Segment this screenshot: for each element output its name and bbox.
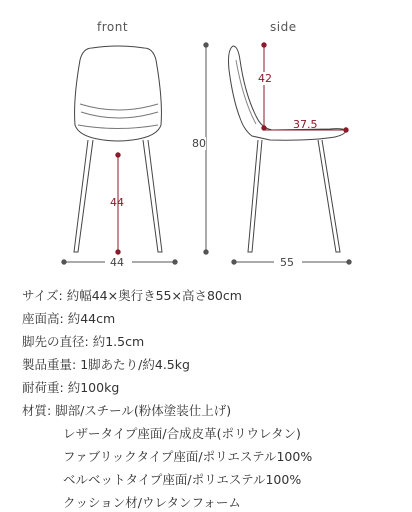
side-chair-drawing — [229, 46, 346, 252]
side-view-label: side — [270, 20, 297, 34]
spec-value: 約100kg — [67, 380, 120, 395]
seat-depth-label: 37.5 — [293, 118, 318, 131]
spec-label: 耐荷重 — [22, 380, 60, 395]
back-height-dim — [262, 43, 266, 130]
material-velvet: ベルベットタイプ座面/ポリエステル100% — [63, 472, 302, 487]
spec-label: 脚先の直径 — [22, 334, 85, 349]
spec-value: 約44cm — [67, 311, 116, 326]
front-width-label: 44 — [110, 256, 124, 269]
front-leg-height-label: 44 — [110, 196, 124, 209]
spec-load-capacity: 耐荷重: 約100kg — [22, 380, 120, 395]
spec-value: 脚部/スチール(粉体塗装仕上げ) — [55, 403, 232, 418]
total-height-label: 80 — [192, 137, 206, 150]
material-fabric: ファブリックタイプ座面/ポリエステル100% — [63, 449, 313, 464]
spec-value: 約1.5cm — [92, 334, 145, 349]
spec-label: 材質 — [22, 403, 48, 418]
spec-material: 材質: 脚部/スチール(粉体塗装仕上げ) — [22, 403, 232, 418]
material-cushion: クッション材/ウレタンフォーム — [63, 495, 241, 510]
side-depth-label: 55 — [280, 256, 294, 269]
back-height-label: 42 — [258, 72, 272, 85]
front-view-label: front — [97, 20, 129, 34]
spec-leg-diameter: 脚先の直径: 約1.5cm — [22, 334, 145, 349]
material-leather: レザータイプ座面/合成皮革(ポリウレタン) — [63, 426, 301, 441]
spec-label: 座面高 — [22, 311, 60, 326]
spec-label: 製品重量 — [22, 357, 73, 372]
spec-seat-height: 座面高: 約44cm — [22, 311, 116, 326]
spec-value: 約幅44×奥行き55×高さ80cm — [66, 288, 242, 303]
spec-value: 1脚あたり/約4.5kg — [80, 357, 190, 372]
spec-label: サイズ — [22, 288, 59, 303]
spec-weight: 製品重量: 1脚あたり/約4.5kg — [22, 357, 190, 372]
spec-size: サイズ: 約幅44×奥行き55×高さ80cm — [22, 288, 242, 303]
